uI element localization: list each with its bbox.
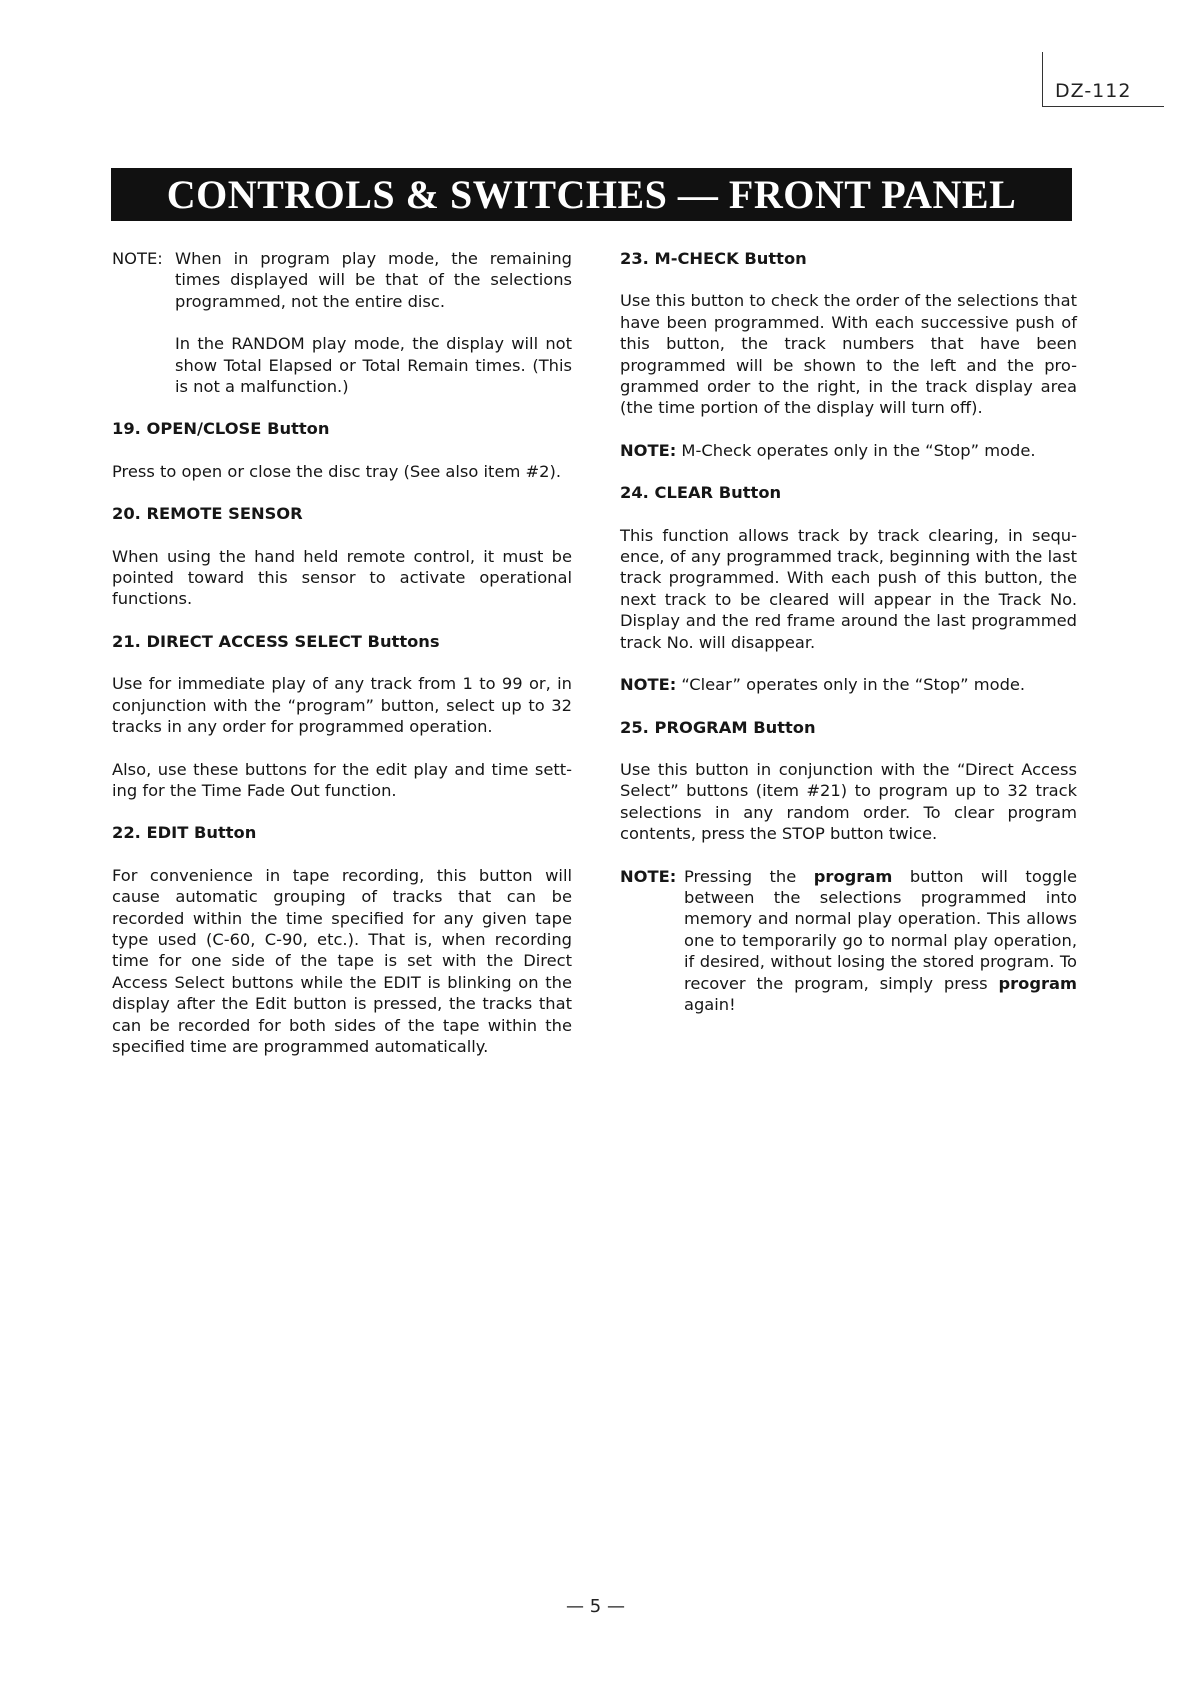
item-24-note [620,674,1077,695]
title-bar [111,168,1072,221]
item-23-note [620,440,1077,461]
item-22-heading: 22. EDIT Button [112,823,257,843]
item-25-note [620,866,1077,1016]
note-text: Pressing the program button will toggle between the selections programmed into memory and normal play operation. This allows one to temporarily go to normal play operation, if desired, without losing the stored program. To recover the program, simply press program again! [684,866,1077,1014]
note-label: NOTE: [620,866,677,886]
item-21-heading: 21. DIRECT ACCESS SELECT Buttons [112,631,440,651]
right-column [620,248,1077,1036]
model-label: DZ-112 [1055,80,1132,102]
model-box [1042,52,1164,107]
item-19-text: Press to open or close the disc tray (See also item #2). [112,461,562,481]
page-title: CONTROLS & SWITCHES — FRONT PANEL [166,172,1017,217]
item-23-text: Use this button to check the order of the selections that have been programmed. With each successive push of this button, the track numbers that have been programmed will be shown to the left and the pro-grammed order to the right, in the track display area (the time portion of the display will turn off). [620,291,1077,418]
item-19-heading: 19. OPEN/CLOSE Button [112,419,330,439]
note-random-text: In the RANDOM play mode, the display will not show Total Elapsed or Total Remain times. (This is not a malfunction.) [175,334,572,397]
note-label: NOTE: [620,440,677,460]
item-25-text: Use this button in conjunction with the “Direct Access Select” buttons (item #21) to program up to 32 track selections in any random order. To clear program contents, press the STOP button twice. [620,759,1077,844]
item-25-heading: 25. PROGRAM Button [620,717,816,737]
item-23-heading: 23. M-CHECK Button [620,249,807,268]
item-21-text: Use for immediate play of any track from 1 to 99 or, in conjunction with the “program” button, select up to 32 tracks in any order for programmed operation. [112,674,572,737]
item-24-heading: 24. CLEAR Button [620,483,782,503]
page-number: — 5 — [566,1596,625,1617]
note-text: “Clear” operates only in the “Stop” mode. [681,675,1026,695]
item-20-heading: 20. REMOTE SENSOR [112,504,303,524]
item-22-text: For convenience in tape recording, this button will cause automatic grouping of tracks that can be recorded within the time specified for any given tape type used (C-60, C-90, etc.). That is, when recording time for one side of the tape is set with the Direct Access Select buttons while the EDIT is blinking on the display after the Edit button is pressed, the tracks that can be recorded for both sides of the tape within the specified time are programmed automatically. [112,865,572,1056]
note-label: NOTE: [620,675,677,695]
item-21-text-2: Also, use these buttons for the edit play and time sett-ing for the Time Fade Out function. [112,759,572,800]
note-program-mode [112,248,572,397]
note-text: When in program play mode, the remaining times displayed will be that of the selections programmed, not the entire disc. [175,249,572,311]
item-24-text: This function allows track by track clearing, in sequ-ence, of any programmed track, beginning with the last track programmed. With each push of this button, the next track to be cleared will appear in the Track No. Display and the red frame around the last programmed track No. will disappear. [620,525,1077,652]
left-column [112,248,572,1078]
item-20-text: When using the hand held remote control, it must be pointed toward this sensor to activate operational functions. [112,546,572,609]
note-label: NOTE: [112,249,163,268]
note-text: M-Check operates only in the “Stop” mode. [681,440,1036,460]
